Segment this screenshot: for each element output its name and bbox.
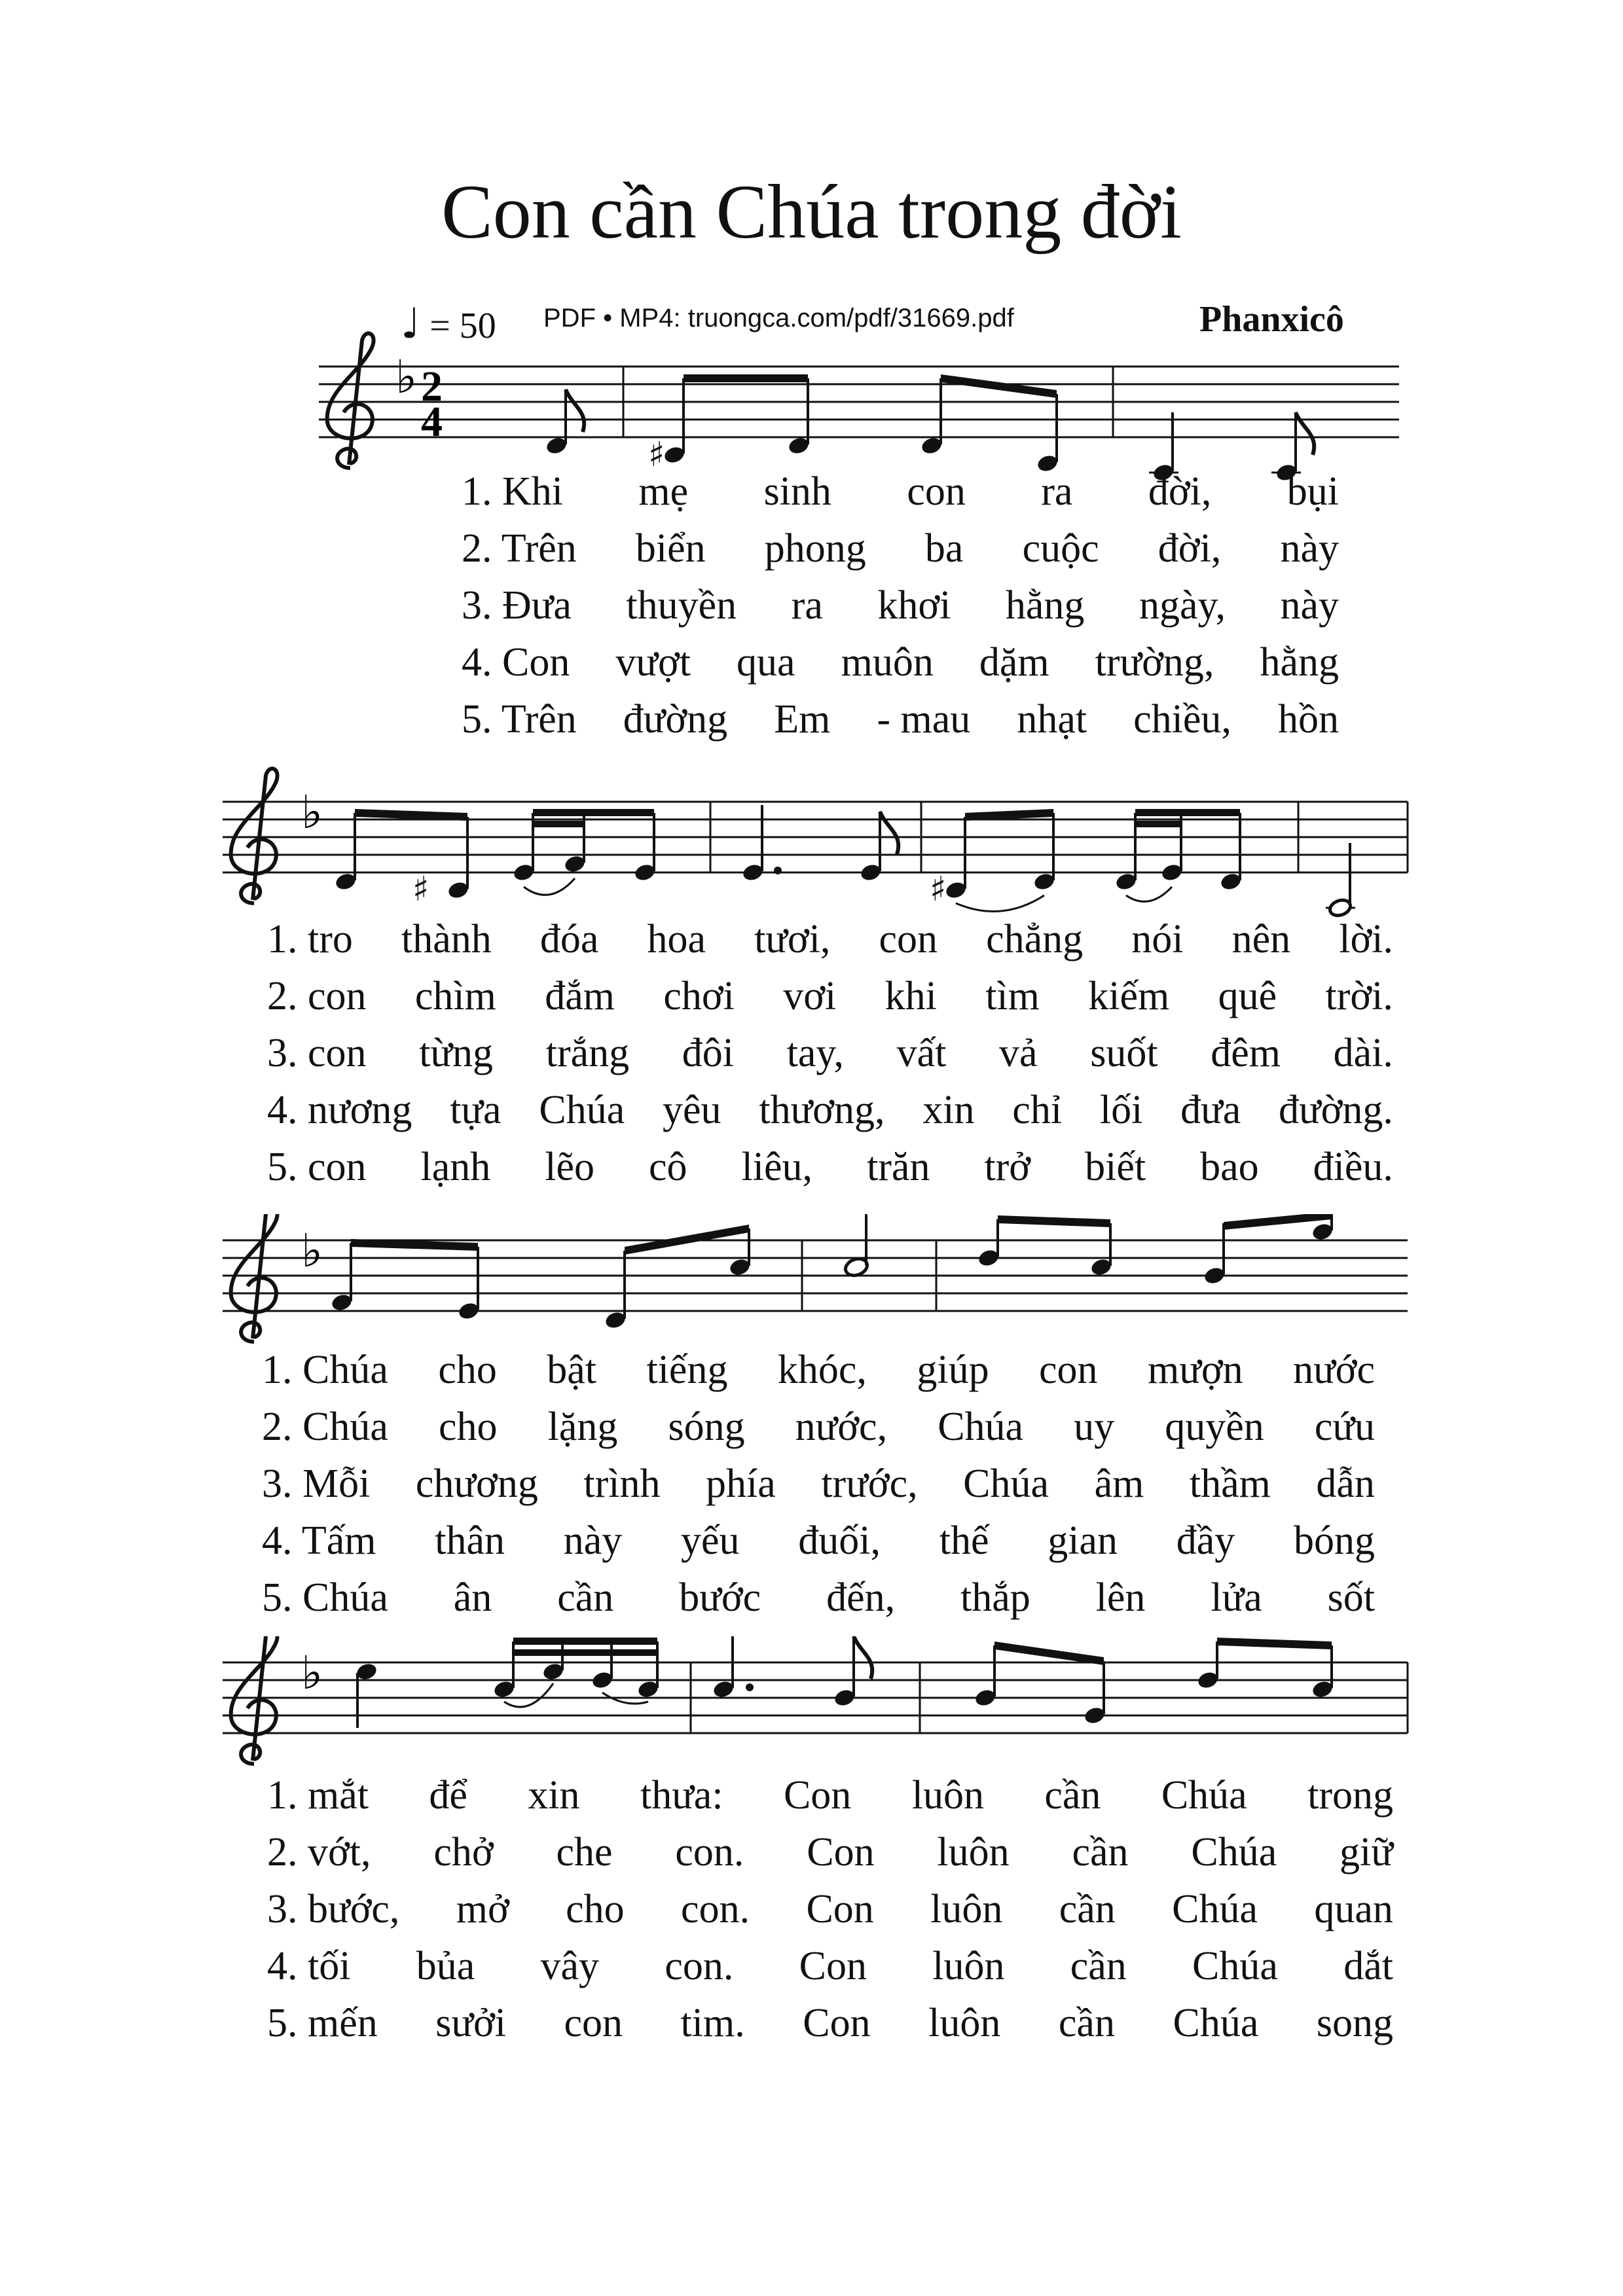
syllable: tìm: [985, 974, 1040, 1018]
syllable: 5. con: [267, 1145, 367, 1189]
syllable: liêu,: [741, 1145, 813, 1189]
beam: [1135, 821, 1181, 827]
syllable: luôn: [932, 1944, 1005, 1988]
lyric-line: [462, 577, 1339, 634]
syllable: 2. Trên: [462, 526, 577, 571]
syllable: nước: [1293, 1348, 1375, 1392]
lyric-line: [267, 1767, 1393, 1824]
syllable: quan: [1314, 1887, 1393, 1931]
syllable: âm: [1094, 1462, 1144, 1506]
lyric-line: [462, 520, 1339, 577]
syllable: điều.: [1313, 1145, 1393, 1189]
lyrics-block-4: [267, 1767, 1393, 2052]
beam: [1135, 809, 1240, 816]
lyric-line: [462, 634, 1339, 691]
syllable: con: [907, 469, 966, 514]
syllable: đời,: [1148, 469, 1212, 514]
flat-icon: ♭: [301, 785, 323, 839]
syllable: 2. Chúa: [262, 1405, 388, 1449]
beam: [513, 1649, 657, 1656]
syllable: 3. Mỗi: [262, 1462, 371, 1506]
slur: [1126, 887, 1172, 901]
syllable: trắng: [545, 1031, 630, 1075]
lyric-line: [267, 1995, 1393, 2052]
syllable: vây: [540, 1944, 600, 1988]
syllable: Con: [783, 1773, 852, 1818]
syllable: trình: [583, 1462, 661, 1506]
lyric-line: [267, 1082, 1393, 1139]
syllable: nói: [1131, 917, 1184, 961]
syllable: đến,: [826, 1575, 896, 1620]
syllable: con: [879, 917, 938, 961]
syllable: giữ: [1340, 1830, 1393, 1874]
syllable: lên: [1095, 1575, 1146, 1620]
syllable: vất: [896, 1031, 947, 1075]
syllable: con.: [675, 1830, 744, 1874]
flag-icon: [566, 389, 584, 432]
syllable: 4. Con: [462, 640, 570, 685]
beam: [513, 1638, 657, 1645]
syllable: chỉ: [1012, 1088, 1063, 1132]
syllable: yêu: [663, 1088, 721, 1132]
syllable: đóa: [539, 917, 599, 961]
lyrics-block-2: [267, 911, 1393, 1196]
syllable: Chúa: [1191, 1830, 1277, 1874]
syllable: chương: [415, 1462, 538, 1506]
syllable: thân: [435, 1518, 505, 1563]
syllable: trong: [1307, 1773, 1393, 1818]
syllable: Con: [799, 1944, 867, 1988]
beam: [998, 1215, 1110, 1227]
syllable: đưa: [1180, 1088, 1241, 1132]
syllable: 2. con: [267, 974, 367, 1018]
syllable: luôn: [911, 1773, 984, 1818]
syllable: mượn: [1148, 1348, 1243, 1392]
composer: Phanxicô: [1199, 299, 1344, 340]
slur: [524, 878, 575, 895]
syllable: tươi,: [754, 917, 831, 961]
beam: [533, 809, 654, 816]
syllable: cô: [649, 1145, 687, 1189]
syllable: 1. tro: [267, 917, 353, 961]
syllable: tựa: [450, 1088, 501, 1132]
syllable: ra: [1041, 469, 1073, 514]
syllable: che: [556, 1830, 613, 1874]
beam: [1224, 1214, 1332, 1230]
syllable: sốt: [1327, 1575, 1375, 1620]
syllable: dặm: [979, 640, 1049, 685]
lyric-line: [267, 1881, 1393, 1938]
syllable: mở: [456, 1887, 509, 1931]
syllable: hồn: [1277, 697, 1339, 742]
beam: [941, 374, 1057, 398]
syllable: khi: [884, 974, 937, 1018]
flat-icon: ♭: [301, 1224, 323, 1278]
time-sig-top: 2: [421, 363, 443, 410]
syllable: Con: [806, 1887, 874, 1931]
syllable: 5. Trên: [462, 697, 577, 742]
syllable: uy: [1074, 1405, 1115, 1449]
syllable: thầm: [1189, 1462, 1271, 1506]
syllable: Con: [803, 2001, 871, 2045]
syllable: để: [429, 1773, 467, 1818]
syllable: 4. nương: [267, 1088, 412, 1132]
syllable: nên: [1231, 917, 1291, 961]
flag-icon: [854, 1636, 872, 1679]
syllable: trở: [984, 1145, 1031, 1189]
syllable: 2. vớt,: [267, 1830, 371, 1874]
syllable: Con: [807, 1830, 875, 1874]
syllable: chiều,: [1133, 697, 1231, 742]
syllable: cần: [1070, 1944, 1127, 1988]
flat-icon: ♭: [301, 1646, 323, 1700]
flat-icon: ♭: [395, 350, 418, 404]
beam: [533, 821, 584, 827]
syllable: Chúa: [1173, 2001, 1259, 2045]
syllable: 4. tối: [267, 1944, 351, 1988]
syllable: từng: [419, 1031, 494, 1075]
syllable: hằng: [1260, 640, 1339, 685]
syllable: dắt: [1343, 1944, 1393, 1988]
syllable: dài.: [1333, 1031, 1393, 1075]
syllable: yếu: [680, 1518, 740, 1563]
tie: [956, 895, 1044, 912]
syllable: khóc,: [777, 1348, 867, 1392]
syllable: phong: [764, 526, 866, 571]
syllable: bao: [1200, 1145, 1259, 1189]
syllable: lạnh: [420, 1145, 491, 1189]
syllable: cho: [566, 1887, 625, 1931]
syllable: nước,: [795, 1405, 888, 1449]
syllable: 1. Chúa: [262, 1348, 388, 1392]
syllable: giúp: [917, 1348, 989, 1392]
treble-clef-icon: [231, 1636, 278, 1764]
syllable: đường.: [1279, 1088, 1393, 1132]
lyric-line: [262, 1456, 1375, 1513]
syllable: 5. Chúa: [262, 1575, 388, 1620]
syllable: thế: [939, 1518, 989, 1563]
syllable: trăn: [867, 1145, 930, 1189]
beam: [684, 374, 808, 382]
syllable: 3. Đưa: [462, 583, 572, 628]
syllable: đôi: [682, 1031, 735, 1075]
syllable: tay,: [786, 1031, 844, 1075]
syllable: xin: [528, 1773, 580, 1818]
syllable: luôn: [930, 1887, 1003, 1931]
beam: [1217, 1638, 1332, 1649]
syllable: thắp: [960, 1575, 1030, 1620]
syllable: cho: [438, 1405, 498, 1449]
treble-clef-icon: [327, 333, 374, 468]
syllable: đường: [623, 697, 728, 742]
syllable: lời.: [1339, 917, 1393, 961]
syllable: Chúa: [1172, 1887, 1258, 1931]
syllable: 3. bước,: [267, 1887, 400, 1931]
lyric-line: [462, 463, 1339, 520]
syllable: chơi: [663, 974, 735, 1018]
syllable: cần: [1059, 1887, 1116, 1931]
syllable: cần: [1044, 1773, 1101, 1818]
syllable: này: [1280, 583, 1339, 628]
lyric-line: [462, 691, 1339, 748]
lyric-line: [267, 911, 1393, 968]
syllable: 1. mắt: [267, 1773, 369, 1818]
lyric-line: [262, 1513, 1375, 1570]
syllable: tiếng: [646, 1348, 728, 1392]
staff-1: [0, 314, 1623, 484]
syllable: thưa:: [640, 1773, 723, 1818]
syllable: bước: [679, 1575, 761, 1620]
syllable: muôn: [841, 640, 934, 685]
syllable: trường,: [1095, 640, 1214, 685]
syllable: mẹ: [638, 469, 689, 514]
syllable: thương,: [759, 1088, 885, 1132]
syllable: phía: [706, 1462, 776, 1506]
syllable: đầy: [1176, 1518, 1235, 1563]
syllable: đắm: [545, 974, 615, 1018]
song-title: Con cần Chúa trong đời: [441, 169, 1182, 255]
syllable: cứu: [1314, 1405, 1375, 1449]
syllable: Chúa: [1192, 1944, 1278, 1988]
syllable: con: [564, 2001, 623, 2045]
syllable: chở: [433, 1830, 494, 1874]
syllable: biết: [1085, 1145, 1146, 1189]
lyric-line: [267, 968, 1393, 1025]
syllable: suốt: [1090, 1031, 1158, 1075]
syllable: ngày,: [1139, 583, 1226, 628]
time-sig-bottom: 4: [421, 398, 443, 446]
sharp-icon: ♯: [930, 870, 947, 909]
lyrics-block-1: [462, 463, 1339, 748]
syllable: sinh: [763, 469, 831, 514]
syllable: khơi: [877, 583, 951, 628]
syllable: hoa: [647, 917, 706, 961]
lyric-line: [262, 1342, 1375, 1399]
syllable: đời,: [1158, 526, 1222, 571]
syllable: đêm: [1211, 1031, 1281, 1075]
syllable: 1. Khi: [462, 469, 563, 514]
sharp-icon: ♯: [648, 435, 665, 475]
syllable: này: [1280, 526, 1339, 571]
lyric-line: [267, 1824, 1393, 1881]
syllable: trời.: [1325, 974, 1393, 1018]
lyrics-block-3: [262, 1342, 1375, 1626]
flag-icon: [880, 812, 898, 854]
syllable: bụi: [1286, 469, 1339, 514]
quarter-note-icon: ♩: [401, 300, 421, 348]
syllable: bóng: [1293, 1518, 1375, 1563]
syllable: biển: [635, 526, 706, 571]
syllable: vượt: [615, 640, 691, 685]
treble-clef-icon: [231, 768, 278, 903]
syllable: song: [1316, 2001, 1393, 2045]
syllable: ân: [453, 1575, 492, 1620]
syllable: ba: [924, 526, 964, 571]
syllable: đuối,: [798, 1518, 881, 1563]
syllable: cần: [557, 1575, 614, 1620]
staff-2: [0, 766, 1623, 936]
syllable: 4. Tấm: [262, 1518, 376, 1563]
syllable: thành: [401, 917, 492, 961]
syllable: luôn: [928, 2001, 1001, 2045]
syllable: lẽo: [545, 1145, 595, 1189]
syllable: dẫn: [1316, 1462, 1375, 1506]
syllable: lửa: [1211, 1575, 1262, 1620]
lyric-line: [262, 1399, 1375, 1456]
syllable: lặng: [547, 1405, 618, 1449]
syllable: sóng: [668, 1405, 745, 1449]
syllable: tim.: [680, 2001, 745, 2045]
syllable: cuộc: [1022, 526, 1099, 571]
syllable: quyền: [1165, 1405, 1264, 1449]
syllable: hằng: [1005, 583, 1085, 628]
syllable: 5. mến: [267, 2001, 378, 2045]
syllable: nhạt: [1017, 697, 1087, 742]
syllable: thuyền: [626, 583, 737, 628]
syllable: chìm: [414, 974, 496, 1018]
syllable: con.: [681, 1887, 750, 1931]
syllable: con.: [665, 1944, 734, 1988]
syllable: lối: [1099, 1088, 1143, 1132]
syllable: cho: [438, 1348, 497, 1392]
syllable: quê: [1218, 974, 1277, 1018]
syllable: này: [563, 1518, 623, 1563]
syllable: cần: [1072, 1830, 1129, 1874]
syllable: Em: [774, 697, 831, 742]
syllable: vơi: [783, 974, 837, 1018]
syllable: ra: [791, 583, 823, 628]
syllable: trước,: [821, 1462, 918, 1506]
syllable: 3. con: [267, 1031, 367, 1075]
lyric-line: [262, 1570, 1375, 1626]
syllable: kiếm: [1088, 974, 1170, 1018]
syllable: Chúa: [938, 1405, 1024, 1449]
syllable: - mau: [877, 697, 971, 742]
syllable: bủa: [416, 1944, 475, 1988]
syllable: xin: [922, 1088, 975, 1132]
syllable: qua: [737, 640, 795, 685]
syllable: cần: [1058, 2001, 1115, 2045]
source-link[interactable]: PDF • MP4: truongca.com/pdf/31669.pdf: [543, 304, 1014, 332]
lyric-line: [267, 1938, 1393, 1995]
tempo-value: = 50: [429, 306, 496, 346]
syllable: Chúa: [963, 1462, 1049, 1506]
syllable: bật: [547, 1348, 597, 1392]
lyric-line: [267, 1139, 1393, 1196]
syllable: con: [1039, 1348, 1098, 1392]
syllable: luôn: [937, 1830, 1010, 1874]
syllable: sưởi: [435, 2001, 507, 2045]
syllable: Chúa: [1161, 1773, 1247, 1818]
syllable: chẳng: [986, 917, 1084, 961]
sharp-icon: ♯: [412, 870, 429, 909]
syllable: vả: [999, 1031, 1038, 1075]
syllable: Chúa: [539, 1088, 625, 1132]
lyric-line: [267, 1025, 1393, 1082]
treble-clef-icon: [231, 1214, 278, 1342]
syllable: gian: [1048, 1518, 1118, 1563]
